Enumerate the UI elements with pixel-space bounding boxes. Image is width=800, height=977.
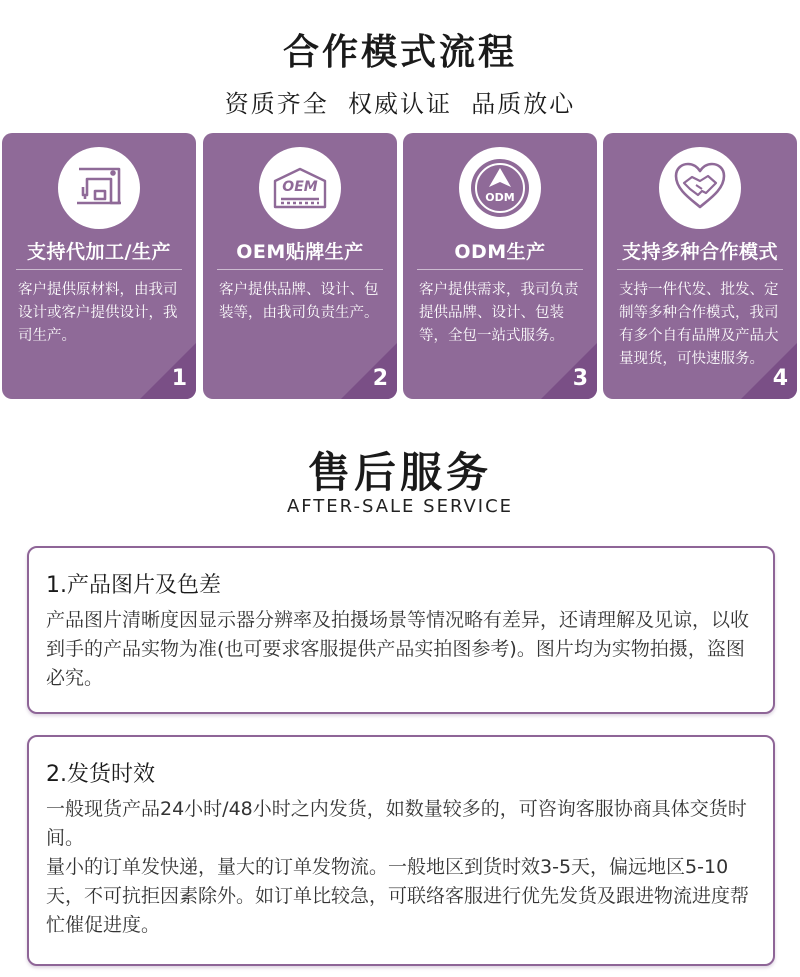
after-sale-subtitle: AFTER-SALE SERVICE bbox=[286, 496, 514, 517]
item-paragraph: 量小的订单发快递，量大的订单发物流。一般地区到货时效3-5天，偏远地区5-10天，不可抗拒因素除外。如订单比较急，可联络客服进行优先发货及跟进物流进度帮忙催促进度。 bbox=[46, 856, 750, 936]
card-icon-circle bbox=[459, 147, 541, 229]
card-corner bbox=[741, 343, 797, 399]
item-paragraph: 一般现货产品24小时/48小时之内发货，如数量较多的，可咨询客服协商具体交货时间。 bbox=[46, 798, 747, 849]
card-description: 支持一件代发、批发、定制等多种合作模式，我司有多个自有品牌及产品大量现货，可快速服务。 bbox=[619, 282, 779, 367]
item-paragraph: 产品图片清晰度因显示器分辨率及拍摄场景等情况略有差异，还请理解及见谅，以收到手的产品实物为准(也可要求客服提供产品实拍图参考)。图片均为实物拍摄，盗图必究。 bbox=[46, 609, 750, 689]
item-text bbox=[46, 606, 759, 693]
card-icon-circle bbox=[659, 147, 741, 229]
sewing-machine-icon bbox=[73, 163, 125, 213]
card-number: 4 bbox=[772, 366, 788, 391]
oem-factory-icon bbox=[271, 165, 329, 211]
cooperation-title bbox=[279, 24, 521, 75]
card-corner bbox=[341, 343, 397, 399]
card-description: 客户提供需求，我司负责提供品牌、设计、包装等，全包一站式服务。 bbox=[419, 282, 579, 344]
card-divider bbox=[617, 269, 783, 270]
card-divider bbox=[417, 269, 583, 270]
card-oem bbox=[203, 133, 397, 399]
after-sale-title: 售后服务 bbox=[307, 448, 492, 497]
odm-badge-icon bbox=[469, 157, 531, 219]
card-corner bbox=[541, 343, 597, 399]
cooperation-subtitle: 资质齐全 权威认证 品质放心 bbox=[224, 90, 576, 118]
item-title: 2.发货时效 bbox=[46, 762, 155, 787]
card-description: 客户提供品牌、设计、包装等，由我司负责生产。 bbox=[219, 282, 379, 321]
item-text bbox=[46, 795, 759, 940]
after-sale-item-shipping bbox=[27, 735, 775, 966]
card-icon-circle bbox=[259, 147, 341, 229]
cooperation-title-text: 合作模式流程 bbox=[282, 32, 517, 73]
card-number: 1 bbox=[171, 366, 187, 391]
card-odm bbox=[403, 133, 597, 399]
card-title: ODM生产 bbox=[454, 241, 546, 263]
card-title: 支持多种合作模式 bbox=[621, 241, 778, 263]
odm-icon-text: ODM bbox=[485, 191, 515, 204]
after-sale-item-color bbox=[27, 546, 775, 714]
heart-handshake-icon bbox=[672, 161, 728, 215]
card-title: OEM贴牌生产 bbox=[236, 241, 364, 263]
card-description: 客户提供原材料，由我司设计或客户提供设计，我司生产。 bbox=[18, 282, 178, 344]
card-number: 2 bbox=[372, 366, 388, 391]
oem-icon-text: OEM bbox=[282, 179, 318, 195]
card-divider bbox=[16, 269, 182, 270]
card-title: 支持代加工/生产 bbox=[27, 241, 171, 263]
item-title: 1.产品图片及色差 bbox=[46, 573, 221, 598]
card-corner bbox=[140, 343, 196, 399]
card-multi-mode bbox=[603, 133, 797, 399]
card-icon-circle bbox=[58, 147, 140, 229]
cooperation-title-wrap bbox=[0, 24, 800, 75]
card-processing bbox=[2, 133, 196, 399]
card-number: 3 bbox=[572, 366, 588, 391]
card-divider bbox=[217, 269, 383, 270]
cooperation-cards bbox=[2, 133, 798, 399]
